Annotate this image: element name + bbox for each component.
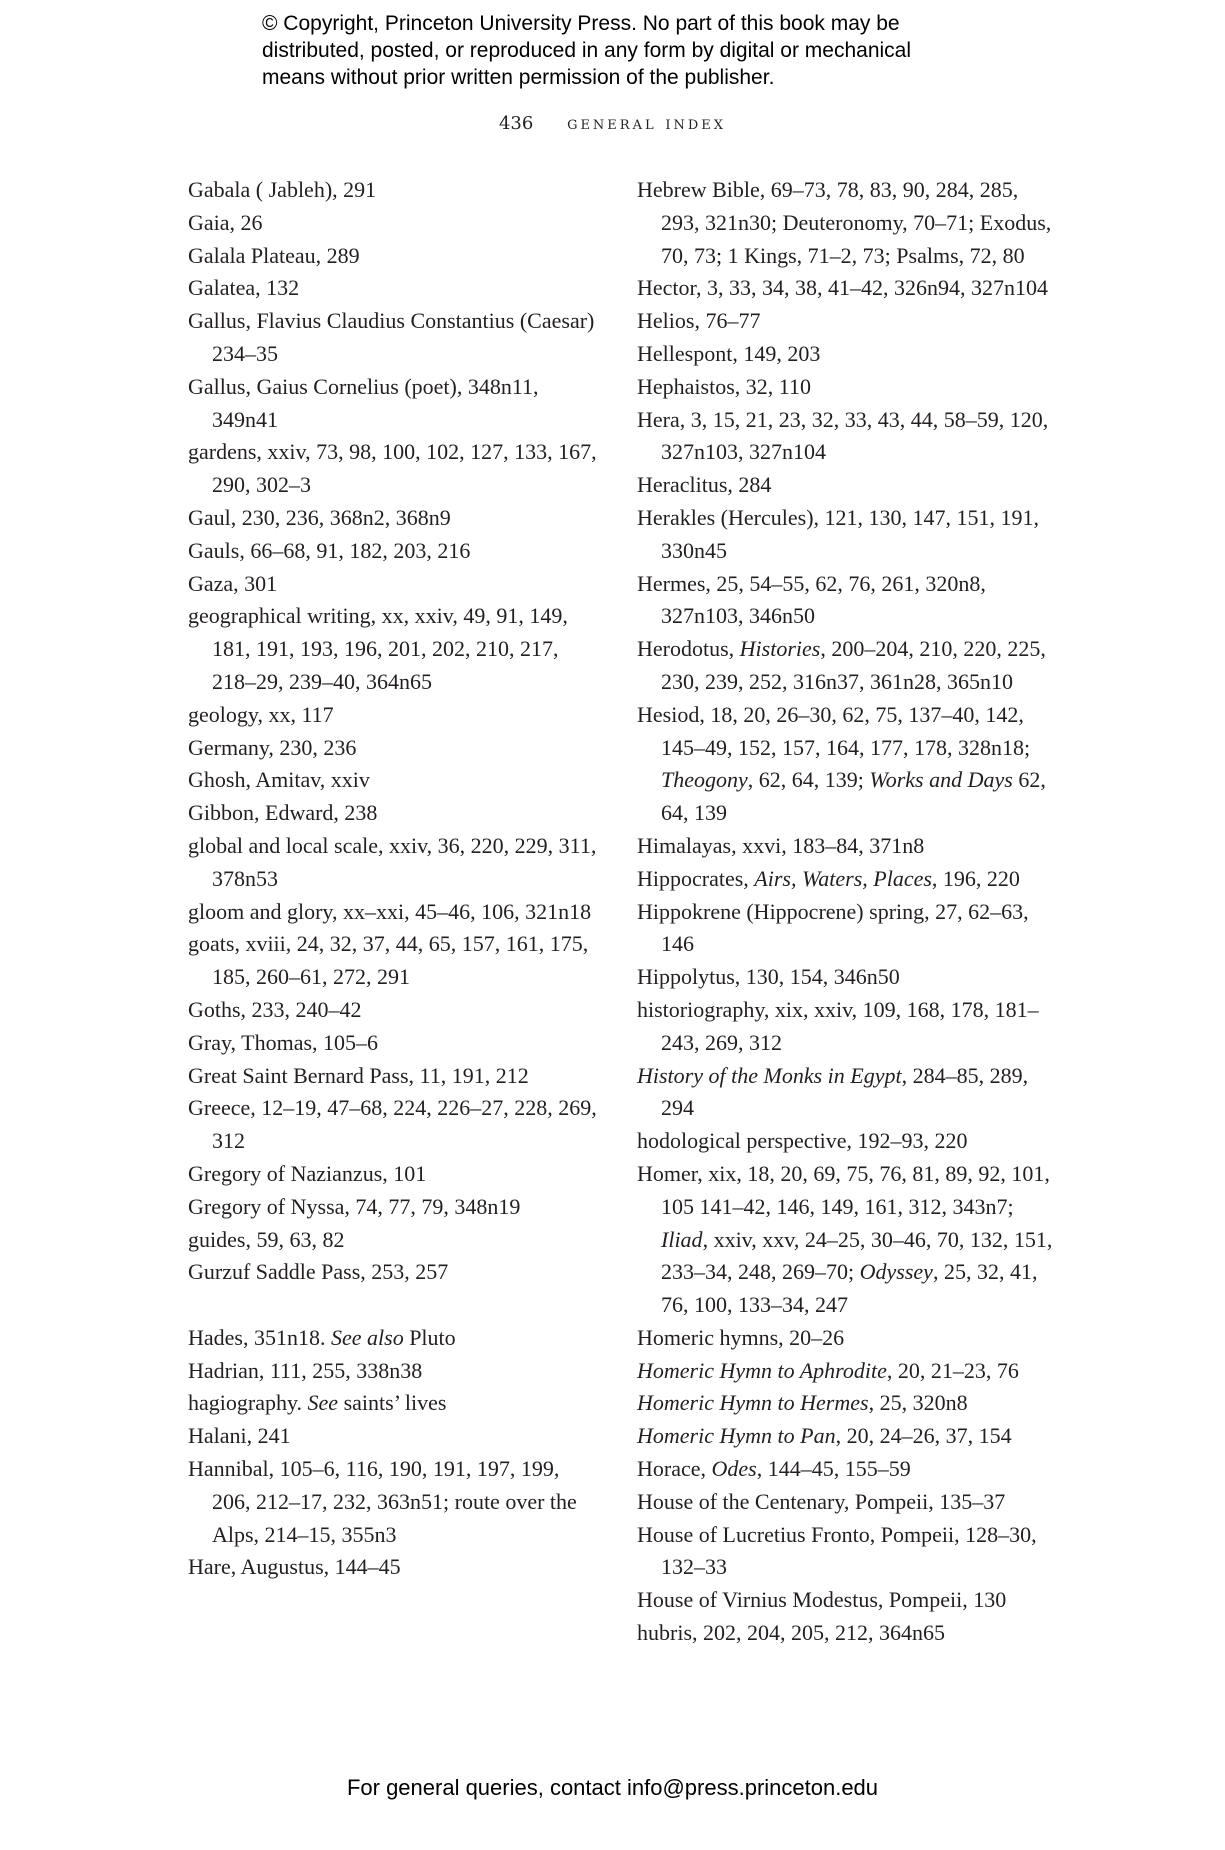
footer-contact: For general queries, contact info@press.princeton.edu	[346, 1775, 879, 1800]
index-entry: Gallus, Gaius Cornelius (poet), 348n11, 349n41	[188, 373, 539, 432]
index-entry: Gaul, 230, 236, 368n2, 368n9	[188, 504, 451, 530]
index-entry	[637, 1420, 1057, 1453]
index-entry: goats, xviii, 24, 32, 37, 44, 65, 157, 161, 175, 185, 260–61, 272, 291	[188, 931, 589, 990]
work-title: Homeric Hymn to Aphrodite	[637, 1357, 887, 1383]
index-entry: Herakles (Hercules), 121, 130, 147, 151, 191, 330n45	[637, 504, 1040, 563]
index-entry: Halani, 241	[188, 1423, 291, 1449]
index-entry: Germany, 230, 236	[188, 734, 357, 760]
entry-text: , 144–45, 155–59	[756, 1456, 911, 1482]
entry-text: , 25, 32, 41, 76, 100, 133–34, 247	[661, 1259, 1038, 1318]
letter-section-gap	[188, 1289, 600, 1322]
index-entry: global and local scale, xxiv, 36, 220, 229, 311, 378n53	[188, 832, 597, 891]
index-entry: Hera, 3, 15, 21, 23, 32, 33, 43, 44, 58–59, 120, 327n103, 327n104	[637, 406, 1049, 465]
index-entry: Gabala ( Jableh), 291	[188, 177, 377, 202]
index-entry	[637, 1387, 1057, 1420]
index-entry: Hare, Augustus, 144–45	[188, 1554, 401, 1580]
index-entry: Goths, 233, 240–42	[188, 996, 362, 1022]
index-entry: Gregory of Nazianzus, 101	[188, 1160, 427, 1186]
cross-reference: See also	[330, 1324, 404, 1350]
copyright-line: means without prior written permission of the publisher.	[262, 66, 775, 89]
index-entry: Hippolytus, 130, 154, 346n50	[637, 964, 900, 990]
index-entry: Himalayas, xxvi, 183–84, 371n8	[637, 832, 925, 858]
index-entry: Gray, Thomas, 105–6	[188, 1029, 379, 1055]
work-title: Histories	[739, 636, 821, 662]
entry-text: Homer, xix, 18, 20, 69, 75, 76, 81, 89, 92, 101, 105 141–42, 146, 149, 161, 312, 343n7;	[637, 1160, 1050, 1219]
entry-text: Hesiod, 18, 20, 26–30, 62, 75, 137–40, 142, 145–49, 152, 157, 164, 177, 178, 328n18;	[637, 701, 1031, 760]
index-entry	[637, 1453, 1057, 1486]
index-entry: Hadrian, 111, 255, 338n38	[188, 1357, 423, 1383]
entry-text: saints’ lives	[338, 1390, 447, 1416]
index-entry: geology, xx, 117	[188, 701, 334, 727]
index-entry: hodological perspective, 192–93, 220	[637, 1128, 968, 1154]
index-column-left	[188, 174, 600, 1584]
index-entry: Gurzuf Saddle Pass, 253, 257	[188, 1259, 449, 1285]
index-entry	[637, 1158, 1057, 1322]
index-entry: House of the Centenary, Pompeii, 135–37	[637, 1488, 1006, 1514]
work-title: Odes	[711, 1456, 757, 1482]
entry-text: hagiography.	[188, 1390, 308, 1416]
index-entry: Gauls, 66–68, 91, 182, 203, 216	[188, 537, 471, 563]
index-entry: Gaza, 301	[188, 570, 278, 596]
index-entry: Hephaistos, 32, 110	[637, 373, 811, 399]
copyright-notice	[262, 10, 1022, 91]
entry-text: , 196, 220	[931, 865, 1020, 891]
running-title: general index	[567, 113, 727, 134]
index-entry: Homeric hymns, 20–26	[637, 1324, 845, 1350]
index-entry: Hippokrene (Hippocrene) spring, 27, 62–63, 146	[637, 898, 1029, 957]
work-title: Odyssey	[859, 1259, 933, 1285]
index-entry: Hermes, 25, 54–55, 62, 76, 261, 320n8, 327n103, 346n50	[637, 570, 986, 629]
index-entry	[637, 1355, 1057, 1388]
index-entry: Hannibal, 105–6, 116, 190, 191, 197, 199, 206, 212–17, 232, 363n51; route over the Alps, 214–15, 355n3	[188, 1456, 577, 1547]
work-title: Homeric Hymn to Hermes	[637, 1390, 869, 1416]
index-entry: Gregory of Nyssa, 74, 77, 79, 348n19	[188, 1193, 521, 1219]
index-entry: gloom and glory, xx–xxi, 45–46, 106, 321n18	[188, 898, 592, 924]
cross-reference: See	[307, 1390, 339, 1416]
entry-text: , 200–204, 210, 220, 225, 230, 239, 252, 316n37, 361n28, 365n10	[661, 636, 1046, 694]
entry-text: 62, 64, 139	[661, 767, 1046, 826]
copyright-line: © Copyright, Princeton University Press. No part of this book may be	[262, 12, 900, 35]
index-entry	[637, 633, 1057, 699]
entry-text: , 20, 21–23, 76	[886, 1357, 1019, 1383]
index-entry: gardens, xxiv, 73, 98, 100, 102, 127, 133, 167, 290, 302–3	[188, 439, 597, 498]
work-title: Airs, Waters, Places	[754, 865, 932, 891]
index-entry: Helios, 76–77	[637, 308, 761, 334]
index-entry: Gallus, Flavius Claudius Constantius (Caesar) 234–35	[188, 308, 595, 366]
index-entry: historiography, xix, xxiv, 109, 168, 178, 181–243, 269, 312	[637, 996, 1039, 1055]
index-entry: Hector, 3, 33, 34, 38, 41–42, 326n94, 327n104	[637, 275, 1048, 301]
index-entry	[637, 1060, 1057, 1126]
entry-text: , xxiv, xxv, 24–25, 30–46, 70, 132, 151, 233–34, 248, 269–70;	[661, 1226, 1053, 1285]
work-title: Works and Days	[869, 767, 1013, 793]
index-entry: Galala Plateau, 289	[188, 242, 360, 268]
work-title: Iliad	[661, 1226, 703, 1252]
work-title: Theogony	[661, 767, 748, 793]
running-head	[0, 113, 1225, 134]
index-entry: Greece, 12–19, 47–68, 224, 226–27, 228, 269, 312	[188, 1095, 597, 1154]
index-column-right	[637, 174, 1057, 1650]
entry-text: Herodotus,	[637, 636, 740, 662]
entry-text: Hippocrates,	[637, 865, 755, 891]
index-entry: geographical writing, xx, xxiv, 49, 91, 149, 181, 191, 193, 196, 201, 202, 210, 217, 218–29, 239–40, 364n65	[188, 603, 568, 694]
index-entry: House of Virnius Modestus, Pompeii, 130	[637, 1587, 1007, 1613]
index-entry	[188, 1387, 600, 1420]
entry-text: , 20, 24–26, 37, 154	[835, 1423, 1012, 1449]
index-entry: Gibbon, Edward, 238	[188, 800, 378, 826]
index-entry: Gaia, 26	[188, 209, 263, 235]
index-entry	[637, 863, 1057, 896]
copyright-line: distributed, posted, or reproduced in any form by digital or mechanical	[262, 39, 912, 62]
entry-text: Hades, 351n18.	[188, 1324, 331, 1350]
index-entry: Great Saint Bernard Pass, 11, 191, 212	[188, 1062, 529, 1088]
index-entry: guides, 59, 63, 82	[188, 1226, 345, 1252]
work-title: History of the Monks in Egypt	[637, 1062, 902, 1088]
index-entry: Hebrew Bible, 69–73, 78, 83, 90, 284, 285, 293, 321n30; Deuteronomy, 70–71; Exodus, 70, 73; 1 Kings, 71–2, 73; Psalms, 72, 80	[637, 177, 1052, 268]
index-entry: Galatea, 132	[188, 275, 300, 301]
entry-text: , 25, 320n8	[868, 1390, 968, 1416]
index-entry: Ghosh, Amitav, xxiv	[188, 767, 370, 793]
index-entry	[188, 1322, 600, 1355]
page-number: 436	[498, 113, 534, 134]
entry-text: , 62, 64, 139;	[747, 767, 870, 793]
index-entry: hubris, 202, 204, 205, 212, 364n65	[637, 1620, 945, 1646]
entry-text: , 284–85, 289, 294	[661, 1062, 1029, 1121]
entry-text: Horace,	[637, 1456, 712, 1482]
index-entry: Heraclitus, 284	[637, 472, 772, 498]
work-title: Homeric Hymn to Pan	[637, 1423, 836, 1449]
index-entry: House of Lucretius Fronto, Pompeii, 128–30, 132–33	[637, 1521, 1037, 1580]
index-entry	[637, 699, 1057, 830]
entry-text: Pluto	[403, 1324, 456, 1350]
index-entry: Hellespont, 149, 203	[637, 340, 821, 366]
